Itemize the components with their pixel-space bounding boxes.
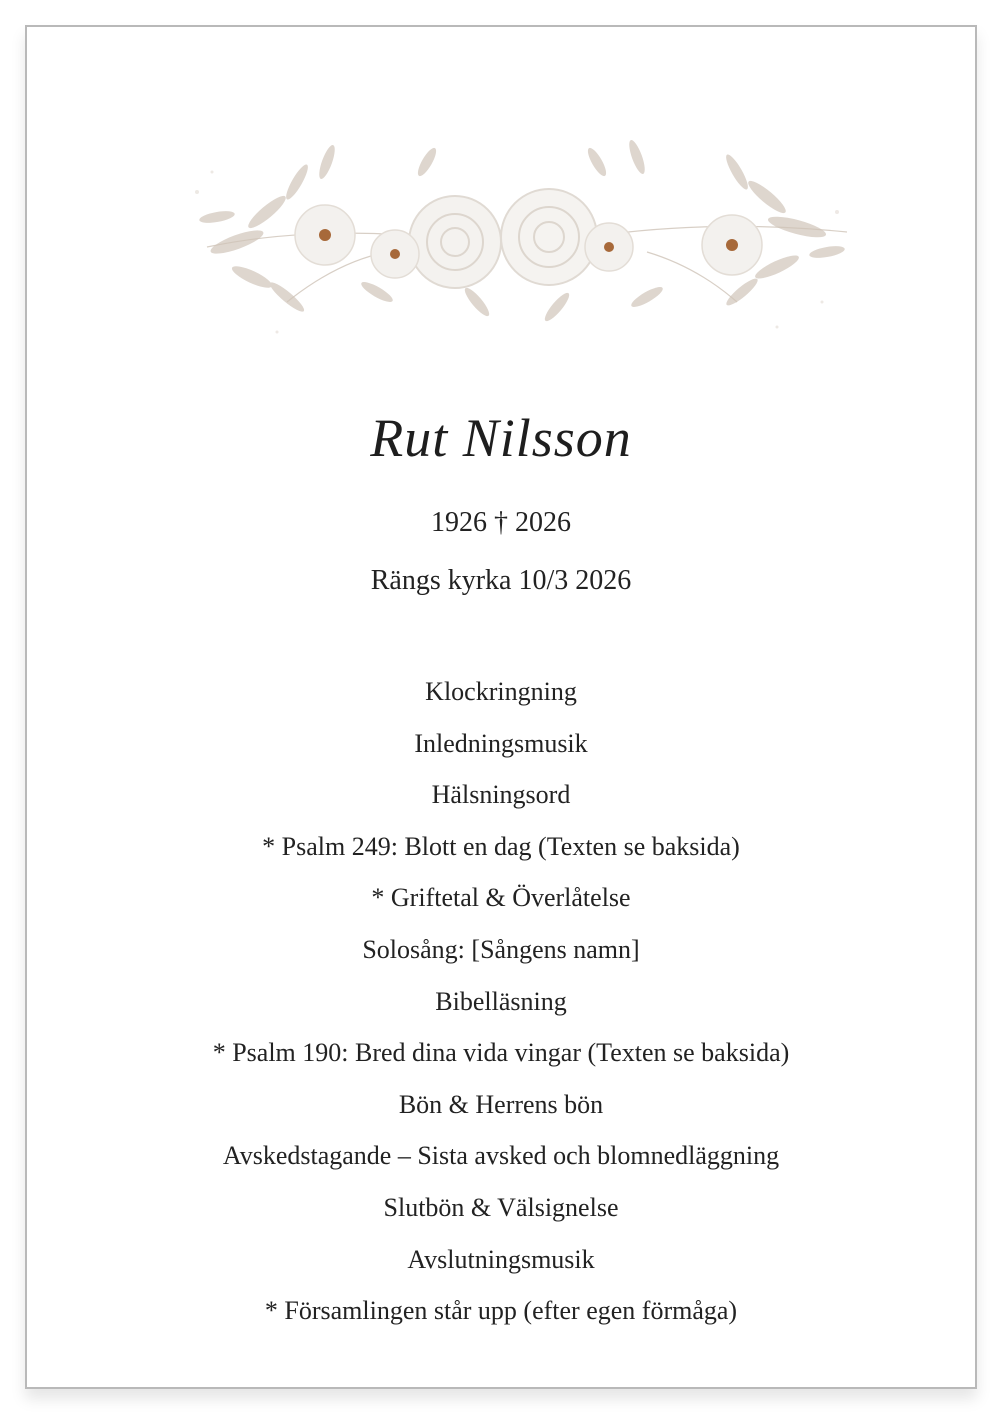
service-program (27, 672, 975, 1343)
program-item: Klockringning (425, 677, 577, 706)
church-and-date: Rängs kyrka 10/3 2026 (370, 565, 632, 596)
program-item: Avslutningsmusik (407, 1244, 595, 1274)
program-item: * Församlingen står upp (efter egen förmåga) (264, 1296, 738, 1326)
life-years: 1926 † 2026 (431, 507, 571, 538)
program-item: * Psalm 190: Bred dina vida vingar (Texten se baksida) (212, 1038, 790, 1068)
program-item: Bibelläsning (435, 986, 567, 1016)
program-item: * Griftetal & Överlåtelse (371, 883, 631, 913)
program-item: Hälsningsord (431, 780, 571, 810)
program-item: Solosång: [Sångens namn] (362, 934, 640, 964)
program-item: Bön & Herrens bön (398, 1089, 604, 1119)
floral-decoration (177, 102, 857, 342)
deceased-name: Rut Nilsson (370, 408, 632, 468)
program-item: Slutbön & Välsignelse (383, 1192, 619, 1222)
program-card (25, 25, 977, 1389)
program-item: Avskedstagande – Sista avsked och blomnedläggning (222, 1141, 780, 1171)
program-item: Inledningsmusik (414, 728, 588, 758)
program-item: * Psalm 249: Blott en dag (Texten se baksida) (262, 831, 740, 861)
